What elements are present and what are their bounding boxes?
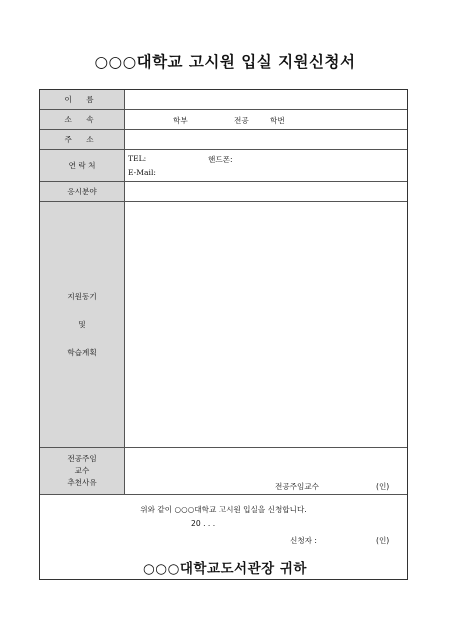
name-row (40, 90, 407, 110)
address-label: 주 소 (40, 130, 125, 149)
professor-signer-label: 전공주임교수 (275, 482, 320, 491)
application-form (39, 89, 408, 580)
tel-label: TEL: (128, 154, 147, 163)
recommendation-label (40, 448, 125, 494)
motivation-label-line2: 및 (78, 319, 86, 329)
motivation-label-line1: 지원동기 (67, 291, 97, 301)
address-field[interactable] (125, 130, 407, 149)
exam-field-row (40, 182, 407, 202)
affiliation-label: 소 속 (40, 110, 125, 129)
contact-label: 연 락 처 (40, 150, 125, 181)
motivation-row (40, 202, 407, 448)
motivation-field[interactable] (125, 202, 407, 447)
recommendation-label-line3: 추천사유 (67, 478, 97, 487)
recommendation-field[interactable] (125, 448, 407, 494)
applicant-label: 신청자 : (290, 536, 317, 545)
recommendation-label-line1: 전공주임 (67, 454, 97, 463)
student-no-label: 학번 (270, 116, 285, 125)
form-title: ○○○대학교 고시원 입실 지원신청서 (94, 52, 356, 71)
name-field[interactable] (125, 90, 407, 109)
applicant-seal: (인) (376, 536, 390, 545)
professor-seal: (인) (376, 482, 390, 491)
motivation-label (40, 202, 125, 447)
recommendation-row (40, 448, 407, 495)
exam-field-label: 응시분야 (40, 182, 125, 201)
name-label: 이 름 (40, 90, 125, 109)
addressee: ○○○대학교도서관장 귀하 (143, 561, 307, 577)
affiliation-field[interactable] (125, 110, 407, 129)
contact-field[interactable] (125, 150, 407, 181)
contact-row (40, 150, 407, 182)
address-row (40, 130, 407, 150)
declaration-statement: 위와 같이 ○○○대학교 고시원 입실을 신청합니다. (140, 505, 307, 514)
declaration-date[interactable]: 20 . . . (191, 519, 216, 528)
motivation-label-line3: 학습계획 (67, 347, 97, 357)
dept-label: 학부 (173, 116, 188, 125)
affiliation-row (40, 110, 407, 130)
email-label: E-Mail: (128, 168, 156, 177)
exam-field-input[interactable] (125, 182, 407, 201)
major-label: 전공 (234, 116, 249, 125)
recommendation-label-line2: 교수 (74, 466, 90, 475)
mobile-label: 핸드폰: (208, 155, 233, 164)
